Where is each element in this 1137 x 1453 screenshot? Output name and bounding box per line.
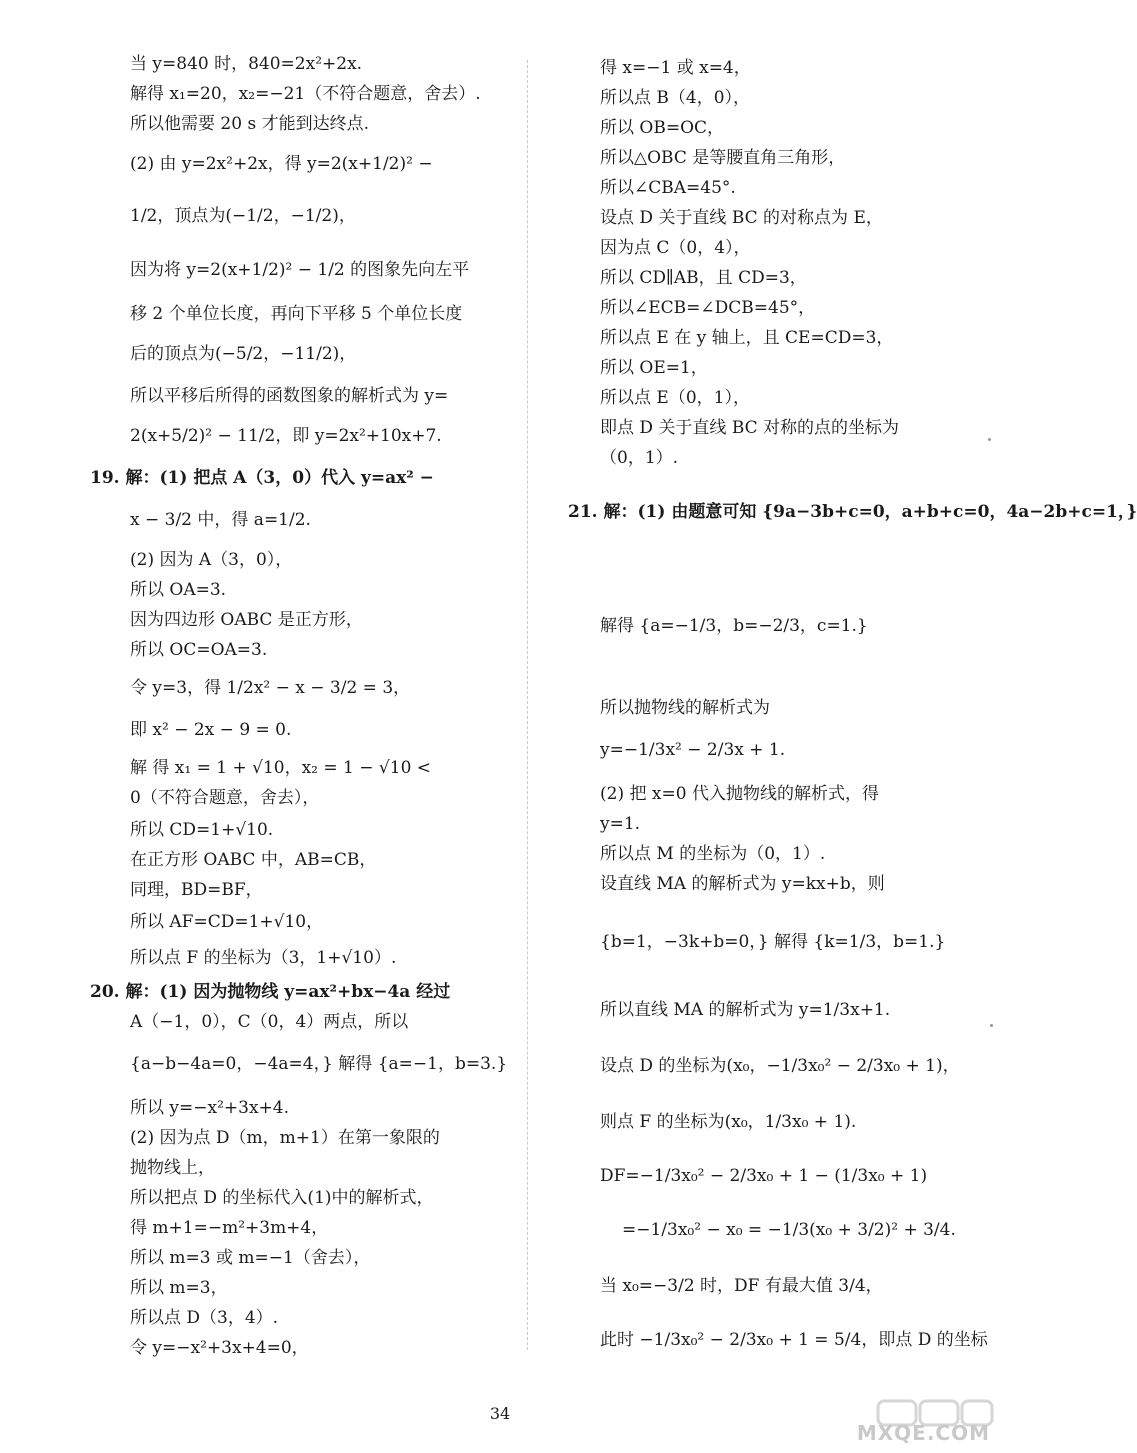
text-line: 则点 F 的坐标为(x₀，1/3x₀ + 1).	[600, 1112, 857, 1132]
text-line: DF=−1/3x₀² − 2/3x₀ + 1 − (1/3x₀ + 1)	[600, 1166, 928, 1186]
text-line: 令 y=3，得 1/2x² − x − 3/2 = 3，	[130, 678, 411, 698]
text-line: 后的顶点为(−5/2，−11/2)，	[130, 344, 357, 364]
text-line: 所以 OA=3.	[130, 580, 227, 600]
text-line: 所以点 E（0，1），	[600, 388, 750, 408]
text-line: 所以 OB=OC，	[600, 118, 725, 138]
text-line: 所以△OBC 是等腰直角三角形，	[600, 148, 846, 168]
text-line: 所以点 D（3，4）.	[130, 1308, 279, 1328]
text-line: =−1/3x₀² − x₀ = −1/3(x₀ + 3/2)² + 3/4.	[622, 1220, 956, 1240]
text-line: 此时 −1/3x₀² − 2/3x₀ + 1 = 5/4，即点 D 的坐标	[600, 1330, 988, 1350]
text-line: 2(x+5/2)² − 11/2，即 y=2x²+10x+7.	[130, 426, 442, 446]
text-line: 所以点 B（4，0），	[600, 88, 751, 108]
text-line: 所以∠ECB=∠DCB=45°，	[600, 298, 816, 318]
text-line: （0，1）.	[600, 448, 679, 468]
text-line: (2) 因为 A（3，0），	[130, 550, 293, 570]
text-line: 得 x=−1 或 x=4，	[600, 58, 751, 78]
watermark-logo	[808, 1399, 996, 1449]
watermark-text: MXQE.COM	[856, 1421, 990, 1445]
text-line: 令 y=−x²+3x+4=0，	[130, 1338, 309, 1358]
text-line: (2) 由 y=2x²+2x，得 y=2(x+1/2)² −	[130, 154, 433, 174]
text-line: 抛物线上，	[130, 1158, 215, 1178]
text-line: 因为点 C（0，4），	[600, 238, 751, 258]
text-line: (2) 因为点 D（m，m+1）在第一象限的	[130, 1128, 440, 1148]
text-line: y=−1/3x² − 2/3x + 1.	[600, 740, 786, 760]
text-line: 所以抛物线的解析式为	[600, 698, 770, 718]
text-line: 在正方形 OABC 中，AB=CB，	[130, 850, 377, 870]
text-line: 所以 m=3 或 m=−1（舍去），	[130, 1248, 371, 1268]
text-line: 设点 D 关于直线 BC 的对称点为 E，	[600, 208, 883, 228]
text-line: 设点 D 的坐标为(x₀，−1/3x₀² − 2/3x₀ + 1)，	[600, 1056, 960, 1076]
text-line: 所以 m=3，	[130, 1278, 228, 1298]
text-line: 即点 D 关于直线 BC 对称的点的坐标为	[600, 418, 900, 438]
question-21-line: 21. 解：(1) 由题意可知 {9a−3b+c=0，a+b+c=0，4a−2b+c=1，}	[568, 502, 1137, 522]
scan-speck	[990, 1024, 993, 1027]
text-line: 解 得 x₁ = 1 + √10，x₂ = 1 − √10 <	[130, 758, 432, 778]
page-number: 34	[489, 1404, 511, 1423]
text-line: {b=1，−3k+b=0，} 解得 {k=1/3，b=1.}	[600, 932, 946, 952]
column-divider	[527, 60, 528, 1350]
text-line: A（−1，0），C（0，4）两点，所以	[130, 1012, 409, 1032]
text-line: 0（不符合题意，舍去），	[130, 788, 320, 808]
text-line: {a−b−4a=0，−4a=4，} 解得 {a=−1，b=3.}	[130, 1054, 508, 1074]
text-line: 所以 OC=OA=3.	[130, 640, 268, 660]
text-line: 因为将 y=2(x+1/2)² − 1/2 的图象先向左平	[130, 260, 470, 280]
text-line: 所以直线 MA 的解析式为 y=1/3x+1.	[600, 1000, 891, 1020]
text-line: 所以∠CBA=45°.	[600, 178, 736, 198]
text-line: y=1.	[600, 814, 641, 834]
text-line: 所以点 E 在 y 轴上，且 CE=CD=3，	[600, 328, 894, 348]
question-20-line: 20. 解：(1) 因为抛物线 y=ax²+bx−4a 经过	[90, 982, 451, 1002]
text-line: 所以 y=−x²+3x+4.	[130, 1098, 290, 1118]
text-line: 所以 CD∥AB，且 CD=3，	[600, 268, 807, 288]
text-line: 1/2，顶点为(−1/2，−1/2)，	[130, 206, 356, 226]
text-line: 所以点 M 的坐标为（0，1）.	[600, 844, 826, 864]
scan-speck	[988, 438, 991, 441]
text-line: 所以 OE=1，	[600, 358, 708, 378]
text-line: x − 3/2 中，得 a=1/2.	[130, 510, 311, 530]
text-line: 当 y=840 时，840=2x²+2x.	[130, 54, 363, 74]
text-line: 即 x² − 2x − 9 = 0.	[130, 720, 292, 740]
question-19-line: 19. 解：(1) 把点 A（3，0）代入 y=ax² −	[90, 468, 434, 488]
text-line: 解得 x₁=20，x₂=−21（不符合题意，舍去）.	[130, 84, 481, 104]
text-line: 所以把点 D 的坐标代入(1)中的解析式，	[130, 1188, 434, 1208]
text-line: 所以 AF=CD=1+√10，	[130, 912, 324, 932]
text-line: 所以 CD=1+√10.	[130, 820, 274, 840]
text-line: 同理，BD=BF，	[130, 880, 263, 900]
text-line: 所以他需要 20 s 才能到达终点.	[130, 114, 369, 134]
text-line: 解得 {a=−1/3，b=−2/3，c=1.}	[600, 616, 868, 636]
text-line: 当 x₀=−3/2 时，DF 有最大值 3/4，	[600, 1276, 883, 1296]
text-line: 所以平移后所得的函数图象的解析式为 y=	[130, 386, 449, 406]
text-line: (2) 把 x=0 代入抛物线的解析式，得	[600, 784, 879, 804]
text-line: 所以点 F 的坐标为（3，1+√10）.	[130, 948, 397, 968]
text-line: 移 2 个单位长度，再向下平移 5 个单位长度	[130, 304, 463, 324]
text-line: 因为四边形 OABC 是正方形，	[130, 610, 363, 630]
text-line: 得 m+1=−m²+3m+4，	[130, 1218, 329, 1238]
text-line: 设直线 MA 的解析式为 y=kx+b，则	[600, 874, 885, 894]
